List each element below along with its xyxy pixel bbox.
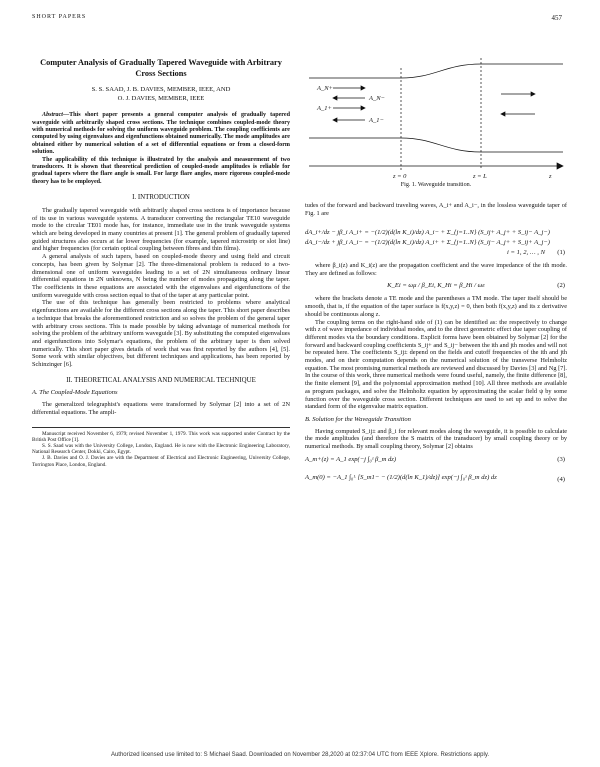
waveguide-figure [305,58,567,183]
arrowhead-right-minus [501,112,505,116]
arrowhead-an-plus [361,86,365,90]
right-paragraph-1: tudes of the forward and backward traveling waves, A_i+ and A_i−, in the lossless waveguide taper of Fig. 1 are [305,202,567,217]
equation-1-index: i = 1, 2, … , N [507,249,545,256]
section-1-heading: I. INTRODUCTION [132,194,190,202]
equation-2 [305,277,567,295]
label-z: z [549,173,552,180]
label-an-plus: A_N+ [317,85,333,92]
intro-paragraph-2: A general analysis of such tapers, based on coupled-mode theory and using field and circuit concepts, has been given by Solymar [2]. The three-dimensional problem is reduced to a two-dimensional one of uniform waveguides leading to a set of 2N simultaneous ordinary linear differential equations in 2N unknowns, N being the number of modes propagating along the taper. The coefficients in these equations are associated with the eigenvalues and eigenfunctions of the uniform waveguide with cross section equal to that of the taper at any particular point. [32,253,290,299]
right-paragraph-4: The coupling terms on the right-hand side of (1) can be identified as: the respectively to change with z of wave impedance of individual modes, and to the direct geometric effect due taper coupling of different modes via the boundary conditions. Explicit forms have been obtained by Solymar [2] for the forward and backward coupling coefficients S_ij+ and S_ij− between the ith and jth modes and will not be repeated here. The coefficients S_ij± depend on the fields and cutoff frequencies of the ith and jth modes, and on their computation depends on the numerical solution of the transverse Helmholtz equation. The most promising numerical methods are reviewed and discussed by Davies [3] and Ng [7]. In the course of this work, three numerical methods were found useful, namely, the finite difference [8], the finite element [9], and the polynomial approximation method [10]. All three methods are available as program packages, and solve the Helmholtz equation by approximating the scalar field ψ by some function over the waveguide cross section. Different techniques are used to set up and to solve the standard form of the eigenvalue matrix equation. [305,318,567,411]
subsection-b-heading: B. Solution for the Waveguide Transition [305,415,411,423]
equation-4-number: (4) [557,475,565,483]
section-2-heading: II. THEORETICAL ANALYSIS AND NUMERICAL TECHNIQUE [66,376,256,384]
subsection-a-heading: A. The Coupled-Mode Equations [32,389,118,397]
footnote-3: J. B. Davies and O. J. Davies are with the Department of Electrical and Electronic Engineering, University College, Torrington Place, London, England. [32,455,290,468]
abstract-label: Abstract [42,112,63,119]
right-paragraph-5: Having computed S_ij± and β_i for relevant modes along the waveguide, it is possible to calculate the mode amplitudes (and therefore the S matrix of the transducer) by small coupling theory or by numerical methods. By small coupling theory, Solymar [2] obtains [305,427,567,451]
author-block [32,86,290,103]
abstract [32,112,290,156]
arrowhead-a1-plus [361,106,365,110]
equation-2-number: (2) [557,282,565,290]
figure-caption: Fig. 1. Waveguide transition. [400,182,472,188]
authors-line-1: S. S. SAAD, J. B. DAVIES, MEMBER, IEEE, AND [91,86,231,93]
equation-3-number: (3) [557,455,565,463]
equation-1a: dA_i+/dz − jβ_i A_i+ = −(1/2)(d(ln K_i)/dz) A_i− + Σ_{j=1..N} (S_ij+ A_j+ + S_ij− A_j−) [305,229,550,236]
ieee-xplore-footer: Authorized licensed use limited to: S Michael Saad. Downloaded on November 28,2020 at 02:37:04 UTC from IEEE Xplore. Restrictions apply. [110,752,490,758]
page-number: 457 [551,14,562,22]
equation-1b: dA_i−/dz + jβ_i A_i− = −(1/2)(d(ln K_i)/dz) A_i+ + Σ_{j=1..N} (S_ij− A_j+ + S_ij+ A_j−) [305,239,550,246]
intro-paragraph-1: The gradually tapered waveguide with arbitrarily shaped cross sections is of importance because of its use in various waveguide systems. A transducer converting the rectangular TE10 waveguide mode to the circular TE01 mode has, for instance, immediate use in the trunk waveguide systems which are being developed in many countries at present [1]. The general problem of gradually tapered guided structures also occurs at far lower frequencies (for example, tapered microstrip or slot line) and higher frequencies (for certain optical coupling between fibres and thin films). [32,206,290,253]
intro-paragraph-3: The use of this technique has generally been restricted to problems where analytical eigenfunctions are available for the different cross sections along the taper. This short paper describes a technique that breaks the aforementioned restriction and so solves the problem of the general taper with arbitrary cross sections. This is made possible by taking advantage of numerical methods for solving the problem of the arbitrary uniform waveguide [3]. By substituting the computed eigenvalues and eigenfunctions into Solymar's equations, the problem of the arbitrary taper is then solved numerically. This short paper gives details of work that was first reported by the authors [4], [5]. Some work with similar objectives, but different techniques and applications, has been reported by Schinzinger [6]. [32,299,290,369]
label-z0: z = 0 [393,173,407,180]
footnotes [32,427,290,468]
equation-3-body: A_m+(z) = A_1 exp(−j ∫₀ᶻ β_m dz) [305,455,397,463]
arrowhead-a1-minus [333,118,337,122]
abstract-paragraph-2: The applicability of this technique is illustrated by the analysis and measurement of two transducers. It is shown that theoretical prediction of coupled-mode amplitudes is reliable for gradual tapers where the flare angle is small. For large flare angles, more rigorous coupled-mode theory has to be employed. [32,156,290,185]
label-a1-minus: A_1− [369,117,384,124]
equation-4 [305,469,567,487]
arrowhead-right-plus [531,92,535,96]
label-an-minus: A_N− [369,95,385,102]
left-column [32,58,290,468]
equation-2-body: K_Ei = ωμ / β_Ei, K_Hi = β_Hi / ωε [387,282,485,290]
right-column [305,196,567,487]
equation-1 [305,224,567,262]
label-a1-plus: A_1+ [317,105,332,112]
authors-line-2: O. J. DAVIES, MEMBER, IEEE [117,94,205,102]
subsection-a-text: The generalized telegraphist's equations were transformed by Solymar [2] into a set of 2N differential equations. The ampli- [32,401,290,416]
label-zL: z = L [473,173,487,180]
arrowhead-an-minus [333,96,337,100]
paper-title: Computer Analysis of Gradually Tapered Waveguide with Arbitrary Cross Sections [40,58,282,78]
equation-4-body: A_m(0) = −A_1 ∫₀ᴸ [S_m1− − (1/2)(d(ln K_1)/dz)] exp(−j ∫₀ᶻ β_m dz) dz [305,473,497,481]
z-axis-arrowhead [557,163,563,169]
equation-1-number: (1) [557,249,565,256]
top-wall-taper [401,64,481,78]
equation-3 [305,451,567,469]
abstract-text: —This short paper presents a general computer analysis of gradually tapered waveguide with arbitrarily shaped cross sections. The technique combines coupled-mode theory with numerical methods for solving the uniform waveguide problem. The coupling coefficients are computed by using eigenvalues and eigenfunctions obtained numerically. The mode amplitudes are obtained either by numerical solution of a set of differential equations or from a closed-form solution. [32,112,290,156]
footnote-2: S. S. Saad was with the University College, London, England. He is now with the Electronic Engineering Laboratory, National Research Center, Dokki, Cairo, Egypt. [32,442,290,456]
right-paragraph-3: where the brackets denote a TE mode and the parentheses a TM mode. The taper itself should be smooth, that is, if the equation of the taper surface is f(x,y,z) = 0, then both f(x,y,z) and its z derivative should be continuous along z. [305,295,567,318]
running-header: SHORT PAPERS [32,14,87,20]
bottom-wall-taper [401,138,481,152]
right-paragraph-2: where β_i(z) and K_i(z) are the propagation coefficient and the wave impedance of the ith mode. They are defined as follows: [305,262,567,277]
footnote-1: Manuscript received November 6, 1979; revised November 1, 1979. This work was supported under Contract by the British Post Office [1]. [32,430,290,443]
